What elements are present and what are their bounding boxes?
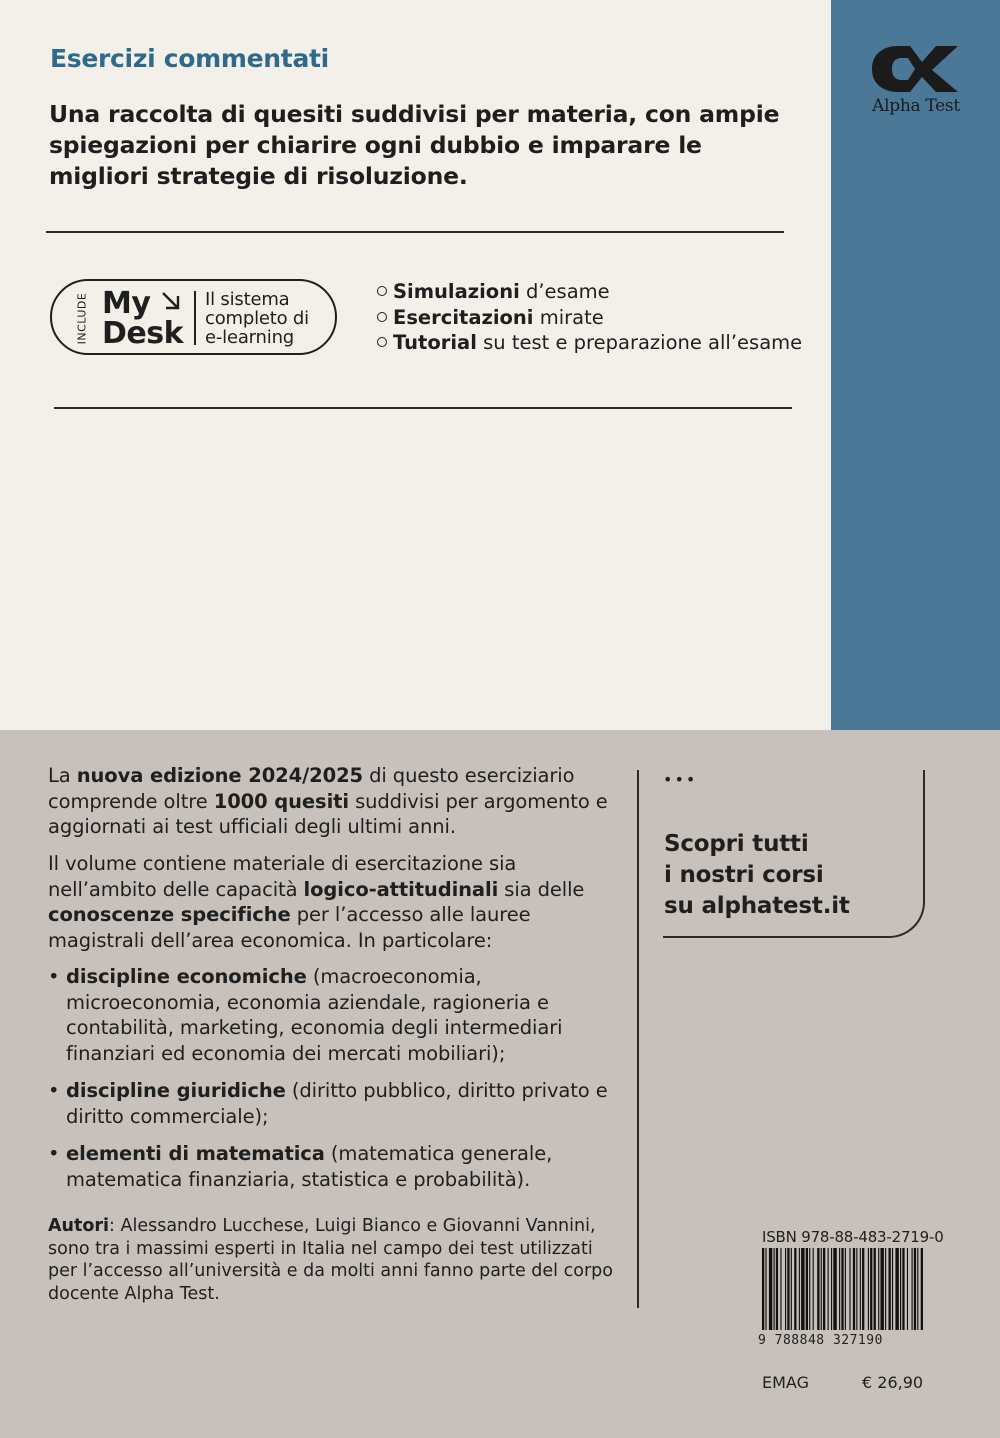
discipline-list [48,964,608,1204]
courses-callout-text [664,829,850,922]
barcode-bar [874,1248,876,1330]
mydesk-word-my: My [102,286,151,321]
barcode-bar [828,1248,829,1330]
ring-bullet-icon [377,312,387,322]
bullet-dot-icon: • [48,1142,60,1165]
barcode-bar [806,1248,808,1330]
barcode-bar [823,1248,825,1330]
barcode-bar [853,1248,855,1330]
section-title: Esercizi commentati [50,44,329,73]
mydesk-include-label: INCLUDE [75,292,89,345]
text-run: per l’accesso alle lauree magistrali dell’area economica. In particolare: [48,903,531,952]
mydesk-word-desk: Desk [102,316,184,351]
barcode-bar [862,1248,864,1330]
bullet-dot-icon: • [48,965,60,988]
callout-line: Scopri tutti [664,831,809,857]
feature-rest: d’esame [519,280,610,303]
list-item-bold: discipline giuridiche [66,1079,286,1102]
barcode-bar [885,1248,886,1330]
authors-label: Autori [48,1216,110,1236]
barcode-bar [821,1248,822,1330]
barcode-bar [914,1248,916,1330]
feature-rest: mirate [533,305,604,329]
barcode-bar [839,1248,840,1330]
mydesk-desc-line: e-learning [205,327,295,348]
divider-middle [54,407,792,409]
barcode-bar [878,1248,879,1330]
mydesk-feature-list [377,279,802,356]
alpha-test-logo [868,44,964,116]
text-bold: nuova edizione 2024/2025 [76,764,364,787]
divider-top [46,231,784,233]
barcode-bar [900,1248,901,1330]
mydesk-desc-line: Il sistema [205,289,290,310]
mydesk-badge [50,279,337,355]
mydesk-divider [194,291,196,345]
mydesk-desc-line: completo di [205,308,309,329]
barcode-bar [845,1248,846,1330]
list-item-bold: elementi di matematica [66,1142,325,1165]
barcode-bar [831,1248,832,1330]
barcode-bar [880,1248,883,1330]
barcode-bar [902,1248,904,1330]
list-item-rest: (diritto pubblico, diritto privato e diritto commerciale); [66,1079,608,1128]
barcode-bar [889,1248,891,1330]
text-run: sia delle [498,877,585,901]
barcode-bar [794,1248,796,1330]
publisher-code: EMAG [762,1373,809,1392]
text-run: suddivisi per argomento e aggiornati ai test ufficiali degli ultimi anni. [48,789,608,838]
list-item [48,1078,608,1129]
callout-line: su alphatest.it [664,893,850,919]
barcode-bar [860,1248,861,1330]
isbn-label: ISBN 978-88-483-2719-0 [762,1228,944,1246]
barcode-image [762,1248,925,1330]
authors-text: : Alessandro Lucchese, Luigi Bianco e Giovanni Vannini, sono tra i massimi esperti in Italia nel campo dei test utilizzati per l’accesso all’università e da molti anni fanno parte del corpo docente Alpha Test. [48,1216,613,1304]
barcode-bar [817,1248,819,1330]
ring-bullet-icon [377,286,387,296]
ring-bullet-icon [377,337,387,347]
text-bold: logico-attitudinali [303,877,499,901]
text-run: Il volume contiene materiale di esercitazione sia nell’ambito delle capacità [48,852,517,901]
feature-item [377,279,802,305]
feature-item [377,330,802,356]
feature-bold: Esercitazioni [393,305,534,329]
barcode-bar [921,1248,923,1330]
barcode-digits: 9 788848 327190 [758,1333,883,1348]
alpha-test-logo-icon [870,44,962,94]
arrow-down-right-icon [160,290,182,318]
list-item [48,964,608,1066]
barcode-bar [833,1248,836,1330]
text-bold: 1000 quesiti [213,789,349,813]
barcode-bar [776,1248,778,1330]
barcode-bar [787,1248,789,1330]
barcode-bar [856,1248,857,1330]
text-bold: conoscenze specifiche [48,903,291,926]
text-run: di questo eserciziario comprende oltre [48,764,575,813]
column-divider [637,770,639,1308]
description-paragraph-2 [48,851,608,953]
lead-paragraph: Una raccolta di quesiti suddivisi per materia, con ampie spiegazioni per chiarire ogni dubbio e imparare le migliori strategie di risoluzione. [49,100,780,190]
barcode-bar [774,1248,775,1330]
list-item-rest: (matematica generale, matematica finanziaria, statistica e probabilità). [66,1142,553,1191]
barcode-bar [785,1248,786,1330]
barcode-bar [801,1248,804,1330]
bullet-dot-icon: • [48,1079,60,1102]
price-label: € 26,90 [862,1373,924,1392]
barcode-bar [813,1248,814,1330]
barcode-bar [769,1248,772,1330]
barcode-bar [762,1248,764,1330]
barcode-bar [809,1248,810,1330]
barcode-bar [791,1248,792,1330]
list-item [48,1141,608,1192]
barcode-bar [849,1248,850,1330]
barcode-bar [917,1248,918,1330]
barcode-bar [765,1248,766,1330]
barcode-bar [868,1248,869,1330]
feature-bold: Simulazioni [393,280,520,303]
list-item-bold: discipline economiche [66,965,307,988]
description-paragraph-1 [48,763,608,840]
dots-icon: ••• [663,770,698,789]
feature-bold: Tutorial [393,331,477,354]
courses-callout [663,770,925,938]
mydesk-description [205,290,309,347]
feature-item [377,305,802,331]
feature-rest: su test e preparazione all’esame [476,331,803,354]
barcode-bar [799,1248,800,1330]
authors-paragraph [48,1215,618,1305]
list-item-rest: (macroeconomia, microeconomia, economia aziendale, ragioneria e contabilità, marketing, economia degli intermediari finanziari ed economia dei mercati mobiliari); [66,965,563,1065]
barcode-bar [841,1248,843,1330]
barcode-bar [907,1248,908,1330]
barcode-bar [870,1248,872,1330]
barcode-bar [912,1248,913,1330]
barcode-bar [895,1248,898,1330]
barcode-bar [780,1248,781,1330]
text-run: La [48,764,77,787]
callout-line: i nostri corsi [664,862,824,888]
logo-text: Alpha Test [872,96,960,116]
barcode-bar [892,1248,893,1330]
